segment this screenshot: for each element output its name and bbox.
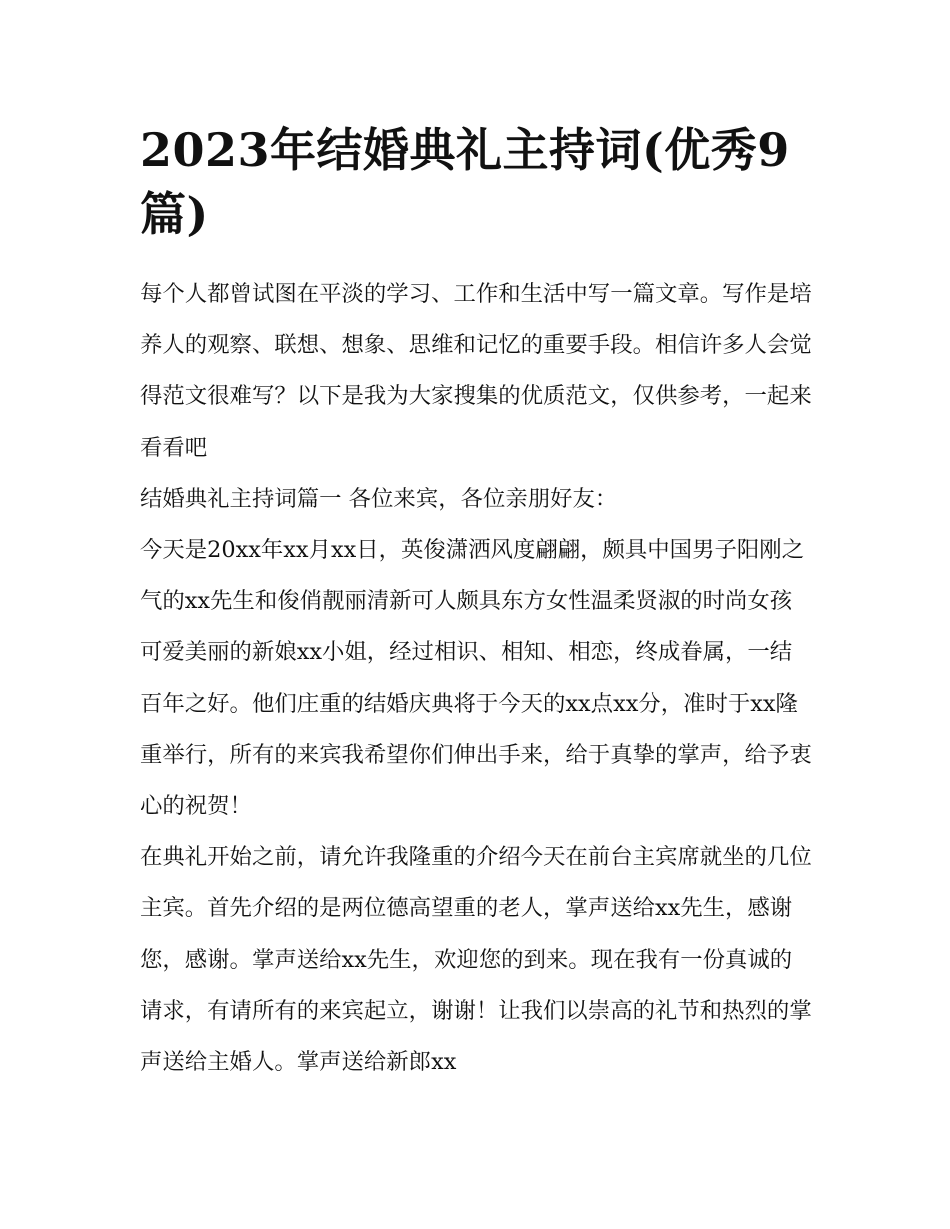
- document-body: [140, 269, 814, 1088]
- paragraph-intro: 每个人都曾试图在平淡的学习、工作和生活中写一篇文章。写作是培养人的观察、联想、想象、思维和记忆的重要手段。相信许多人会觉得范文很难写？以下是我为大家搜集的优质范文，仅供参考，一起来看看吧: [140, 281, 812, 461]
- paragraph-greeting: 结婚典礼主持词篇一 各位来宾，各位亲朋好友：: [140, 485, 618, 512]
- paragraph-introductions: 在典礼开始之前，请允许我隆重的介绍今天在前台主宾席就坐的几位主宾。首先介绍的是两位德高望重的老人，掌声送给xx先生，感谢您，感谢。掌声送给xx先生，欢迎您的到来。现在我有一份真诚的请求，有请所有的来宾起立，谢谢！让我们以崇高的礼节和热烈的掌声送给主婚人。掌声送给新郎xx: [140, 844, 812, 1076]
- paragraph-announcement: 今天是20xx年xx月xx日，英俊潇洒风度翩翩，颇具中国男子阳刚之气的xx先生和俊俏靓丽清新可人颇具东方女性温柔贤淑的时尚女孩可爱美丽的新娘xx小姐，经过相识、相知、相恋，终成眷属，一结百年之好。他们庄重的结婚庆典将于今天的xx点xx分，准时于xx隆重举行，所有的来宾我希望你们伸出手来，给于真挚的掌声，给予衷心的祝贺！: [140, 537, 812, 820]
- document-page: [140, 118, 814, 1088]
- document-title: 2023年结婚典礼主持词(优秀9篇): [140, 123, 790, 241]
